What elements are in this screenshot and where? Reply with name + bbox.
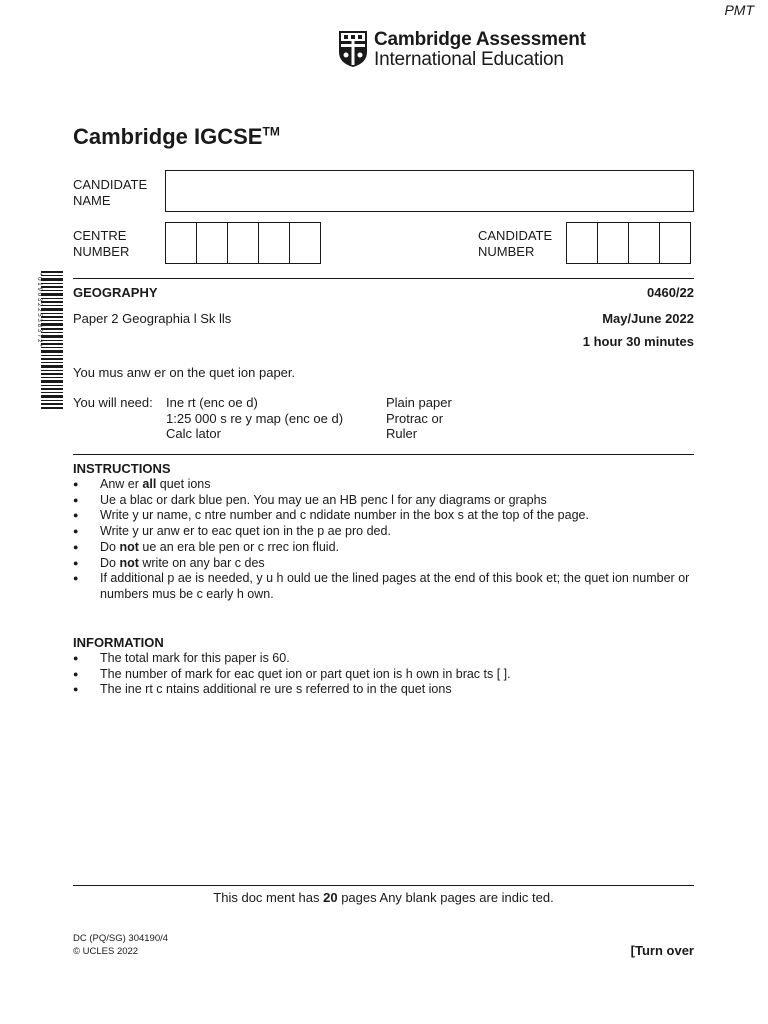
list-item: ● The number of mark for eac quet ion or part quet ion is h own in brac ts [ ]. [73, 667, 694, 683]
barcode-text: * 0 1 9 0 3 2 2 5 3 8 3 7 2 * [36, 273, 43, 347]
barcode [31, 271, 64, 409]
page-count-note: This doc ment has 20 pages Any blank pages are indic ted. [213, 890, 554, 905]
exam-duration: 1 hour 30 minutes [582, 334, 694, 349]
list-item: ● Do not write on any bar c des [73, 556, 694, 572]
need-item: Ruler [386, 426, 418, 442]
centre-number-field[interactable] [165, 222, 321, 264]
need-item: Plain paper [386, 395, 452, 410]
list-item: ● If additional p ae is needed, y u h ould ue the lined pages at the end of this book et; the quet ion number or numbers mus be c early h own. [73, 571, 694, 602]
candidate-name-field[interactable] [165, 170, 694, 212]
list-item: ● The ine rt c ntains additional re ure s referred to in the quet ions [73, 682, 694, 698]
list-item: ● Ue a blac or dark blue pen. You may ue an HB penc l for any diagrams or graphs [73, 493, 694, 509]
need-item: Protrac or [386, 410, 444, 426]
trademark: TM [262, 124, 280, 139]
centre-digit-box[interactable] [196, 222, 228, 264]
need-list-2 [386, 395, 452, 442]
candidate-number-field[interactable] [566, 222, 691, 264]
list-item: ● Write y ur name, c ntre number and c ndidate number in the box s at the top of the page. [73, 508, 694, 524]
divider [73, 885, 694, 886]
information-heading: INFORMATION [73, 635, 164, 650]
subject-title: GEOGRAPHY [73, 285, 158, 300]
candidate-name-label: CANDIDATE NAME [73, 177, 148, 208]
list-item: ● Anw er all quet ions [73, 477, 694, 493]
exam-session: May/June 2022 [602, 311, 694, 326]
paper-title: Paper 2 Geographia l Sk lls [73, 311, 232, 326]
candidate-digit-box[interactable] [597, 222, 629, 264]
divider [73, 454, 694, 455]
candidate-digit-box[interactable] [566, 222, 598, 264]
document-reference: DC (PQ/SG) 304190/4 © UCLES 2022 [73, 933, 169, 957]
turn-over: [Turn over [630, 943, 694, 958]
need-item: Calc lator [166, 426, 221, 442]
syllabus-code: 0460/22 [647, 285, 694, 300]
centre-digit-box[interactable] [227, 222, 259, 264]
qualification-title: Cambridge IGCSE™ [73, 124, 280, 149]
corner-mark: PMT [724, 2, 754, 18]
shield-crest-icon [338, 30, 368, 68]
need-item: Ine rt (enc oe d) [166, 395, 258, 410]
information-list [73, 651, 694, 698]
need-list-1 [166, 395, 343, 442]
logo-line1: Cambridge Assessment [374, 29, 586, 50]
list-item: ● Do not ue an era ble pen or c rrec ion fluid. [73, 540, 694, 556]
need-label: You will need: [73, 395, 153, 410]
list-item: ● The total mark for this paper is 60. [73, 651, 694, 667]
candidate-digit-box[interactable] [628, 222, 660, 264]
centre-digit-box[interactable] [258, 222, 290, 264]
instructions-list [73, 477, 694, 603]
candidate-number-label: CANDIDATE NUMBER [478, 228, 553, 259]
candidate-digit-box[interactable] [659, 222, 691, 264]
need-item: 1:25 000 s re y map (enc oe d) [166, 410, 344, 426]
page-count: 20 [323, 890, 338, 905]
logo-line2: International Education [374, 49, 564, 70]
divider [73, 278, 694, 279]
centre-digit-box[interactable] [289, 222, 321, 264]
centre-digit-box[interactable] [165, 222, 197, 264]
instructions-heading: INSTRUCTIONS [73, 461, 171, 476]
centre-number-label: CENTRE NUMBER [73, 228, 130, 259]
cambridge-logo [338, 30, 586, 70]
list-item: ● Write y ur anw er to eac quet ion in the p ae pro ded. [73, 524, 694, 540]
answer-note: You mus anw er on the quet ion paper. [73, 365, 296, 380]
